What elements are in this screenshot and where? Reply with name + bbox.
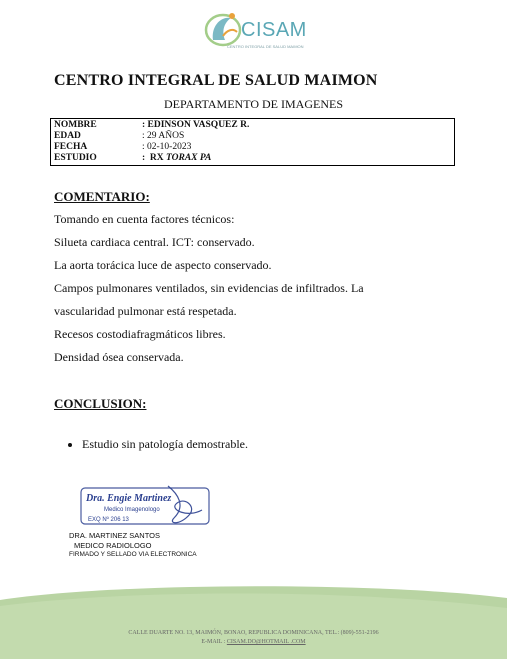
footer-wave [0, 578, 507, 659]
logo-tagline: CENTRO INTEGRAL DE SALUD MAIMON [227, 44, 304, 49]
patient-info-box [50, 118, 455, 166]
study-prefix: : RX [142, 153, 167, 163]
study-name: TORAX PA [166, 153, 212, 163]
patient-row-date [54, 142, 454, 153]
patient-row-name [54, 120, 454, 131]
comment-line: Silueta cardiaca central. ICT: conservado. [54, 235, 255, 249]
comment-line: Densidad ósea conservada. [54, 350, 184, 364]
logo-wordmark: CISAM [241, 19, 307, 41]
conclusion-text: Estudio sin patología demostrable. [82, 437, 248, 451]
patient-label: EDAD [54, 131, 81, 141]
stamp-role: Medico Imagenologo [104, 507, 160, 513]
patient-value: : 29 AÑOS [142, 131, 185, 141]
conclusion-heading: CONCLUSION: [54, 396, 147, 411]
comment-line: vascularidad pulmonar está respetada. [54, 304, 237, 318]
signature-note: FIRMADO Y SELLADO VIA ELECTRONICA [69, 551, 197, 558]
comment-line: Tomando en cuenta factores técnicos: [54, 212, 235, 226]
footer-address: CALLE DUARTE NO. 13, MAIMÓN, BONAO, REPUBLICA DOMINICANA, TEL.: (809)-551-2196 [128, 630, 379, 636]
patient-row-study [54, 153, 454, 164]
patient-value: : EDINSON VASQUEZ R. [142, 120, 250, 130]
conclusion-item [68, 437, 248, 452]
document-title: CENTRO INTEGRAL DE SALUD MAIMON [54, 72, 378, 89]
comment-line: Recesos costodiafragmáticos libres. [54, 327, 226, 341]
patient-label: NOMBRE [54, 120, 97, 130]
department-name: DEPARTAMENTO DE IMAGENES [164, 97, 343, 111]
comment-line: La aorta torácica luce de aspecto conservado. [54, 258, 272, 272]
patient-value [142, 153, 454, 164]
patient-value: : 02-10-2023 [142, 142, 192, 152]
comment-line: Campos pulmonares ventilados, sin evidencias de infiltrados. La [54, 281, 364, 295]
signer-name: DRA. MARTINEZ SANTOS [69, 531, 160, 540]
stamp-exq: EXQ Nº 206 13 [88, 517, 129, 523]
patient-label: ESTUDIO [54, 153, 97, 163]
stamp-name: Dra. Engie Martinez [86, 493, 172, 504]
signature-stamp [78, 484, 218, 532]
patient-label: FECHA [54, 142, 88, 152]
footer-email-line [0, 639, 507, 645]
footer-email-link[interactable]: CISAM.DO@HOTMAIL .COM [226, 639, 306, 645]
patient-row-age [54, 131, 454, 142]
comment-heading: COMENTARIO: [54, 189, 150, 204]
footer-email-label: E-MAIL : [201, 639, 227, 645]
handwritten-signature [168, 486, 202, 523]
cisam-logo [203, 6, 315, 50]
bullet-icon [68, 443, 72, 447]
signer-role: MEDICO RADIOLOGO [74, 541, 152, 550]
